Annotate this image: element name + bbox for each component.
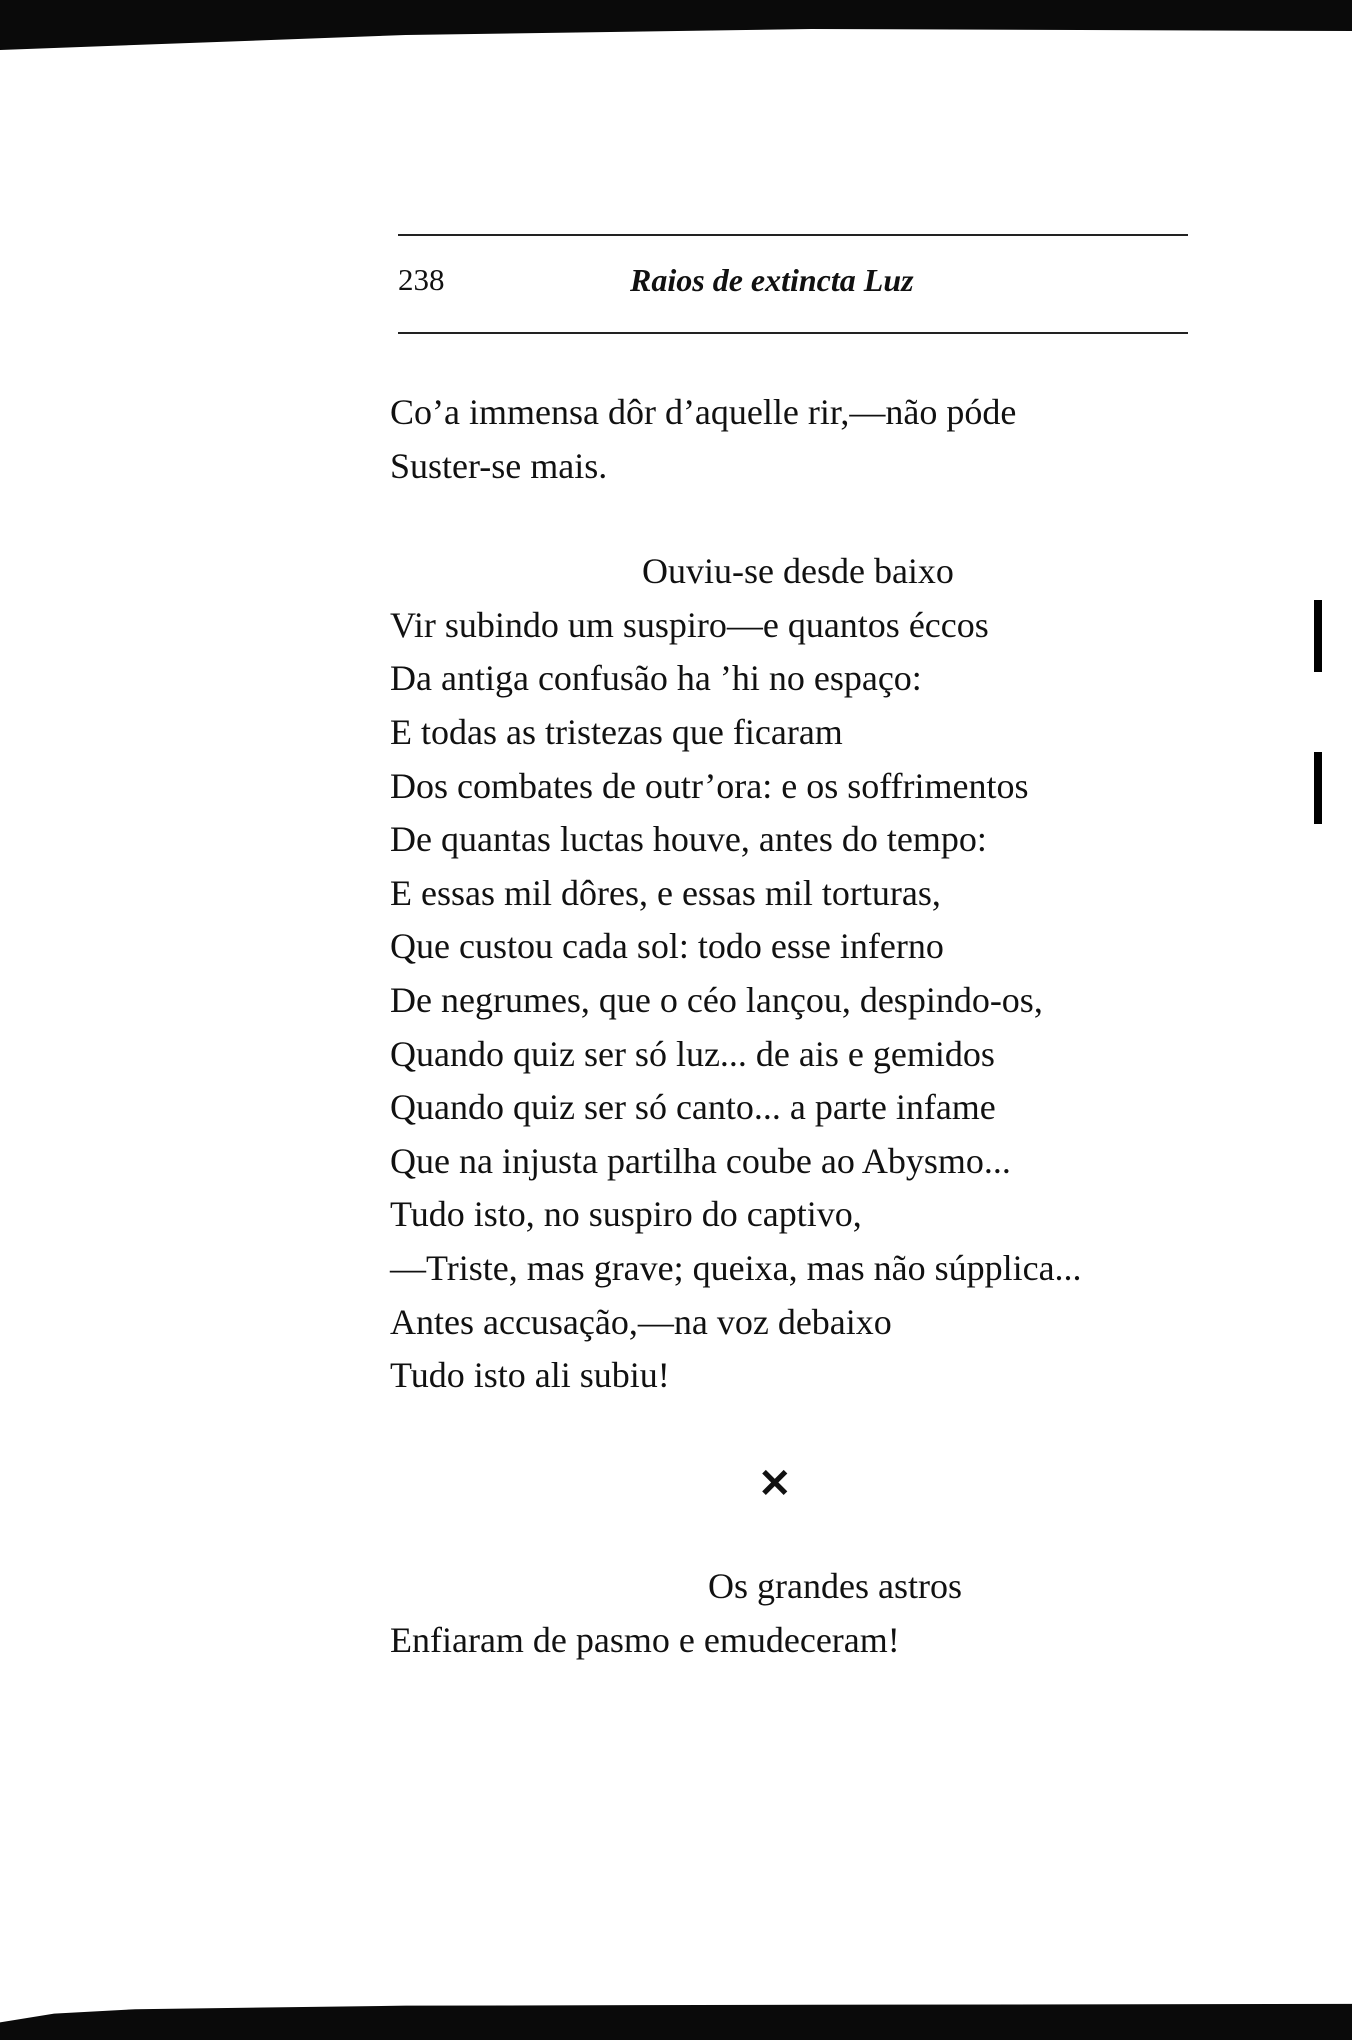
- verse-line: Suster-se mais.: [390, 445, 608, 486]
- margin-mark: [1314, 752, 1322, 824]
- verse-line: Co’a immensa dôr d’aquelle rir,—não póde: [390, 392, 1017, 432]
- verse-line: E todas as tristezas que ficaram: [390, 711, 843, 752]
- poem-body: [390, 386, 1290, 1403]
- verse-line: Dos combates de outr’ora: e os soffrimentos: [390, 765, 1029, 806]
- scan-border-top: [0, 0, 1352, 50]
- section-ornament: ✕: [758, 1461, 792, 1506]
- margin-mark: [1314, 600, 1322, 672]
- scan-border-bottom: [0, 1996, 1352, 2040]
- verse-line: Que custou cada sol: todo esse inferno: [390, 926, 944, 967]
- running-head: [398, 262, 1188, 312]
- header-rule-bottom: [398, 332, 1188, 334]
- verse-line: Que na injusta partilha coube ao Abysmo...: [390, 1140, 1011, 1181]
- verse-line: De quantas luctas houve, antes do tempo:: [390, 819, 987, 860]
- verse-line: Antes accusação,—na voz debaixo: [390, 1301, 892, 1342]
- poem-body-continued: [390, 1560, 1290, 1667]
- verse-line: Ouviu-se desde baixo: [642, 551, 954, 592]
- verse-line: Os grandes astros: [708, 1566, 962, 1606]
- verse-line: E essas mil dôres, e essas mil torturas,: [390, 872, 941, 913]
- page-number: 238: [398, 262, 445, 297]
- verse-line: Quando quiz ser só canto... a parte infame: [390, 1087, 996, 1128]
- verse-line: Enfiaram de pasmo e emudeceram!: [390, 1619, 900, 1660]
- running-title: Raios de extincta Luz: [630, 262, 914, 298]
- header-rule-top: [398, 234, 1188, 236]
- stanza-gap: [390, 493, 1290, 545]
- verse-line: —Triste, mas grave; queixa, mas não súpplica...: [390, 1247, 1082, 1288]
- verse-line: De negrumes, que o céo lançou, despindo-os,: [390, 979, 1043, 1020]
- verse-line: Tudo isto ali subiu!: [390, 1355, 670, 1396]
- verse-line: Da antiga confusão ha ’hi no espaço:: [390, 658, 922, 699]
- verse-line: Quando quiz ser só luz... de ais e gemidos: [390, 1033, 995, 1074]
- verse-line: Tudo isto, no suspiro do captivo,: [390, 1194, 862, 1235]
- verse-line: Vir subindo um suspiro—e quantos éccos: [390, 604, 989, 645]
